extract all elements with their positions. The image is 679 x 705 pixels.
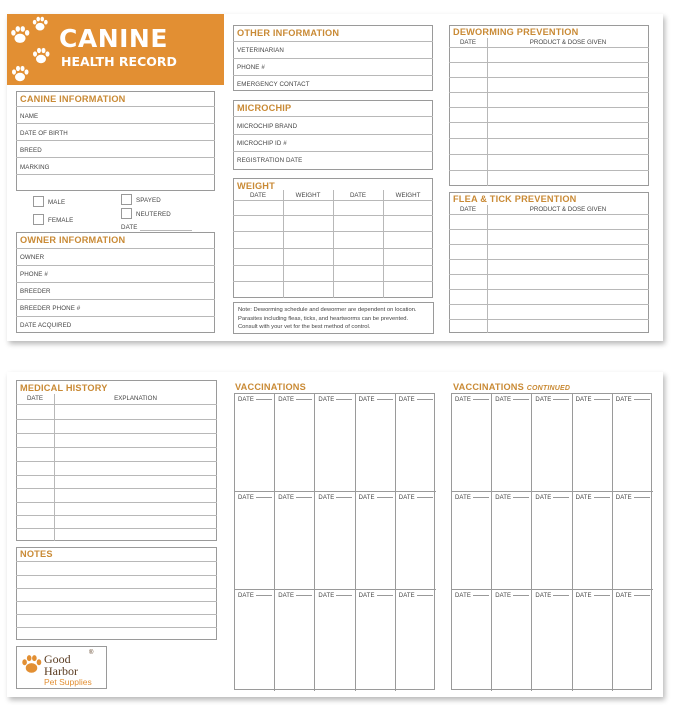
- field-label-owner: OWNER: [20, 254, 45, 261]
- vaccination-date-text: DATE: [318, 495, 335, 501]
- weight-col-weight-1: WEIGHT: [295, 192, 321, 199]
- vaccination-cell[interactable]: [356, 394, 396, 492]
- vaccination-cell[interactable]: [396, 492, 436, 590]
- vaccination-continued-cell[interactable]: [492, 492, 532, 590]
- vaccination-date-label: [399, 397, 433, 403]
- vaccination-date-line[interactable]: [377, 497, 393, 498]
- weight-col-date-1: DATE: [249, 192, 267, 199]
- vaccinations-grid: [234, 393, 435, 690]
- vaccination-date-text: DATE: [238, 593, 254, 599]
- vaccination-continued-date-text: DATE: [455, 397, 471, 403]
- field-label-breeder-phone: BREEDER PHONE #: [20, 305, 81, 312]
- vaccination-continued-date-label: [495, 495, 529, 501]
- vaccination-continued-cell[interactable]: [613, 492, 653, 590]
- vaccination-continued-date-text: DATE: [495, 593, 512, 599]
- vaccination-date-label: [399, 593, 433, 599]
- deworming-box: [449, 25, 649, 186]
- vaccination-date-line[interactable]: [417, 595, 433, 596]
- vaccination-cell[interactable]: [315, 590, 355, 691]
- health-record-front-sheet: [7, 14, 663, 341]
- vaccination-date-line[interactable]: [296, 595, 312, 596]
- vaccination-date-label: [318, 397, 352, 403]
- vaccination-date-line[interactable]: [336, 399, 352, 400]
- vaccination-date-text: DATE: [358, 593, 375, 599]
- vaccination-cell[interactable]: [356, 492, 396, 590]
- vaccination-continued-cell[interactable]: [492, 394, 532, 492]
- weight-col-weight-2: WEIGHT: [395, 192, 421, 199]
- vaccination-cell[interactable]: [235, 394, 275, 492]
- vaccination-date-text: DATE: [278, 397, 295, 403]
- vaccination-continued-date-line[interactable]: [513, 399, 529, 400]
- vaccination-continued-date-label: [576, 495, 610, 501]
- weight-col-date-2: DATE: [349, 192, 367, 199]
- flea-tick-col-product: PRODUCT & DOSE GIVEN: [529, 206, 607, 213]
- vaccination-continued-date-label: [455, 397, 489, 403]
- vaccination-continued-cell[interactable]: [492, 590, 532, 691]
- vaccination-date-text: DATE: [318, 593, 335, 599]
- vaccination-continued-date-line[interactable]: [634, 399, 650, 400]
- canine-information-title: CANINE INFORMATION: [20, 94, 126, 104]
- vaccination-continued-date-line[interactable]: [473, 399, 489, 400]
- vaccination-continued-date-text: DATE: [535, 397, 552, 403]
- vaccination-continued-cell[interactable]: [452, 394, 492, 492]
- health-record-back-sheet: [7, 372, 663, 697]
- vaccination-date-line[interactable]: [417, 497, 433, 498]
- weight-title: WEIGHT: [237, 181, 275, 191]
- vaccination-date-text: DATE: [398, 593, 415, 599]
- owner-information-title: OWNER INFORMATION: [20, 235, 126, 245]
- male-checkbox[interactable]: [33, 196, 44, 207]
- vaccination-continued-cell[interactable]: [573, 590, 613, 691]
- vaccination-continued-date-label: [495, 593, 529, 599]
- male-label: MALE: [48, 199, 66, 206]
- vaccination-continued-cell[interactable]: [452, 492, 492, 590]
- header-banner: [7, 14, 224, 85]
- deworming-col-date: DATE: [459, 39, 477, 46]
- vaccination-continued-date-line[interactable]: [473, 595, 489, 596]
- vaccination-continued-date-label: [455, 593, 489, 599]
- female-checkbox[interactable]: [33, 214, 44, 225]
- vaccination-continued-date-text: DATE: [615, 495, 632, 501]
- vaccination-continued-date-text: DATE: [615, 397, 632, 403]
- logo-text-harbor: Harbor: [44, 664, 78, 678]
- vaccination-date-text: DATE: [358, 495, 375, 501]
- vaccination-continued-date-line[interactable]: [553, 595, 569, 596]
- vaccination-date-line[interactable]: [256, 497, 272, 498]
- vaccination-continued-date-label: [455, 495, 489, 501]
- vaccination-continued-date-text: DATE: [575, 397, 592, 403]
- vaccination-date-label: [238, 593, 272, 599]
- vaccination-continued-date-line[interactable]: [594, 497, 610, 498]
- vaccination-date-line[interactable]: [256, 399, 272, 400]
- vaccination-date-label: [278, 593, 312, 599]
- medical-history-col-date: DATE: [26, 395, 44, 402]
- vaccinations-continued-grid: [451, 393, 652, 690]
- banner-subtitle: HEALTH RECORD: [61, 54, 177, 69]
- flea-tick-col-date: DATE: [459, 206, 477, 213]
- vaccination-date-line[interactable]: [336, 497, 352, 498]
- vaccination-date-label: [318, 495, 352, 501]
- female-label: FEMALE: [48, 217, 74, 224]
- vaccination-continued-date-line[interactable]: [594, 399, 610, 400]
- microchip-title: MICROCHIP: [237, 103, 292, 113]
- paw-print-icon: [31, 46, 51, 66]
- vaccination-date-label: [359, 397, 393, 403]
- vaccination-date-label: [238, 495, 272, 501]
- field-label-vet-phone: PHONE #: [237, 64, 265, 71]
- vaccination-continued-date-line[interactable]: [553, 497, 569, 498]
- vaccination-continued-cell[interactable]: [452, 590, 492, 691]
- vaccination-continued-date-text: DATE: [495, 495, 512, 501]
- vaccination-date-text: DATE: [238, 495, 254, 501]
- vaccination-continued-date-text: DATE: [575, 593, 592, 599]
- vaccination-continued-date-label: [535, 495, 569, 501]
- vaccination-continued-date-line[interactable]: [634, 497, 650, 498]
- vaccination-continued-date-line[interactable]: [513, 497, 529, 498]
- notes-title: NOTES: [20, 549, 53, 559]
- vaccination-continued-cell[interactable]: [573, 492, 613, 590]
- vaccination-continued-date-text: DATE: [495, 397, 512, 403]
- good-harbor-logo: [16, 646, 107, 689]
- vaccination-cell[interactable]: [356, 590, 396, 691]
- neuter-date-label: DATE: [121, 224, 138, 231]
- logo-registered-mark: ®: [89, 650, 94, 656]
- vaccination-continued-cell[interactable]: [532, 492, 572, 590]
- vaccination-cell[interactable]: [315, 394, 355, 492]
- vaccination-date-label: [318, 593, 352, 599]
- paw-print-icon: [10, 64, 30, 84]
- vaccination-continued-date-text: DATE: [455, 593, 471, 599]
- vaccination-date-text: DATE: [278, 593, 295, 599]
- vaccinations-title: VACCINATIONS: [235, 382, 306, 392]
- vaccination-date-line[interactable]: [417, 399, 433, 400]
- vaccination-date-text: DATE: [238, 397, 254, 403]
- vaccination-continued-cell[interactable]: [532, 394, 572, 492]
- vaccination-continued-date-label: [535, 397, 569, 403]
- field-label-microchip-id: MICROCHIP ID #: [237, 140, 287, 147]
- vaccination-continued-date-line[interactable]: [634, 595, 650, 596]
- field-label-registration-date: REGISTRATION DATE: [237, 157, 303, 164]
- vaccination-continued-date-line[interactable]: [473, 497, 489, 498]
- spayed-label: SPAYED: [136, 197, 161, 204]
- field-label-date-acquired: DATE ACQUIRED: [20, 322, 72, 329]
- vaccination-date-line[interactable]: [336, 595, 352, 596]
- vaccination-date-line[interactable]: [296, 497, 312, 498]
- vaccination-continued-date-text: DATE: [455, 495, 471, 501]
- vaccination-continued-cell[interactable]: [613, 394, 653, 492]
- spayed-checkbox[interactable]: [121, 194, 132, 205]
- vaccination-date-label: [238, 397, 272, 403]
- paw-print-icon: [20, 653, 43, 676]
- vaccination-date-label: [359, 593, 393, 599]
- vaccination-continued-date-label: [576, 397, 610, 403]
- vaccination-continued-date-label: [616, 593, 650, 599]
- vaccination-cell[interactable]: [315, 492, 355, 590]
- field-label-dob: DATE OF BIRTH: [20, 130, 68, 137]
- vaccinations-continued-title-text: VACCINATIONS: [453, 382, 524, 392]
- logo-text-pet-supplies: Pet Supplies: [44, 677, 92, 687]
- field-label-veterinarian: VETERINARIAN: [237, 47, 284, 54]
- paw-print-icon: [9, 24, 31, 46]
- vaccination-continued-date-label: [616, 495, 650, 501]
- logo-text-good: Good: [44, 652, 71, 666]
- vaccination-continued-date-line[interactable]: [513, 595, 529, 596]
- vaccination-cell[interactable]: [275, 590, 315, 691]
- vaccination-date-text: DATE: [398, 495, 415, 501]
- vaccination-date-label: [399, 495, 433, 501]
- vaccination-date-line[interactable]: [377, 595, 393, 596]
- other-information-title: OTHER INFORMATION: [237, 28, 340, 38]
- neutered-label: NEUTERED: [136, 211, 171, 218]
- vaccination-cell[interactable]: [275, 394, 315, 492]
- field-label-breed: BREED: [20, 147, 42, 154]
- field-label-breeder: BREEDER: [20, 288, 51, 295]
- vaccination-date-label: [278, 495, 312, 501]
- medical-history-title: MEDICAL HISTORY: [20, 383, 108, 393]
- vaccination-cell[interactable]: [396, 590, 436, 691]
- vaccination-continued-date-line[interactable]: [553, 399, 569, 400]
- vaccination-date-line[interactable]: [256, 595, 272, 596]
- vaccination-date-text: DATE: [358, 397, 375, 403]
- flea-tick-title: FLEA & TICK PREVENTION: [453, 194, 577, 204]
- vaccination-date-text: DATE: [398, 397, 415, 403]
- vaccination-date-text: DATE: [278, 495, 295, 501]
- field-label-marking: MARKING: [20, 164, 50, 171]
- vaccinations-continued-suffix: CONTINUED: [526, 385, 571, 392]
- paw-print-icon: [31, 15, 49, 33]
- field-label-emergency-contact: EMERGENCY CONTACT: [237, 81, 310, 88]
- field-label-microchip-brand: MICROCHIP BRAND: [237, 123, 298, 130]
- vaccination-date-label: [278, 397, 312, 403]
- field-label-name: NAME: [20, 113, 39, 120]
- vaccination-continued-date-label: [576, 593, 610, 599]
- vaccination-continued-date-text: DATE: [615, 593, 632, 599]
- vaccination-cell[interactable]: [275, 492, 315, 590]
- banner-title: CANINE: [59, 24, 168, 53]
- vaccination-date-line[interactable]: [296, 399, 312, 400]
- medical-history-col-explanation: EXPLANATION: [114, 395, 157, 402]
- vaccination-continued-date-label: [495, 397, 529, 403]
- neuter-date-line[interactable]: [140, 230, 192, 231]
- vaccination-date-line[interactable]: [377, 399, 393, 400]
- deworming-title: DEWORMING PREVENTION: [453, 27, 579, 37]
- vaccination-continued-cell[interactable]: [613, 590, 653, 691]
- vaccination-date-text: DATE: [318, 397, 335, 403]
- vaccination-cell[interactable]: [396, 394, 436, 492]
- vaccination-continued-date-text: DATE: [535, 495, 552, 501]
- vaccination-continued-cell[interactable]: [573, 394, 613, 492]
- vaccinations-continued-title: [453, 382, 570, 392]
- vaccination-cell[interactable]: [235, 492, 275, 590]
- neutered-checkbox[interactable]: [121, 208, 132, 219]
- vaccination-continued-date-text: DATE: [535, 593, 552, 599]
- vaccination-continued-cell[interactable]: [532, 590, 572, 691]
- field-label-owner-phone: PHONE #: [20, 271, 48, 278]
- vaccination-cell[interactable]: [235, 590, 275, 691]
- deworming-col-product: PRODUCT & DOSE GIVEN: [529, 39, 607, 46]
- parasite-note: Note: Deworming schedule and dewormer are dependent on location. Parasites including fleas, ticks, and heartworms can be prevented. Consult with your vet for the best method of control.: [233, 302, 434, 334]
- vaccination-continued-date-label: [616, 397, 650, 403]
- vaccination-date-label: [359, 495, 393, 501]
- vaccination-continued-date-line[interactable]: [594, 595, 610, 596]
- vaccination-continued-date-text: DATE: [575, 495, 592, 501]
- vaccination-continued-date-label: [535, 593, 569, 599]
